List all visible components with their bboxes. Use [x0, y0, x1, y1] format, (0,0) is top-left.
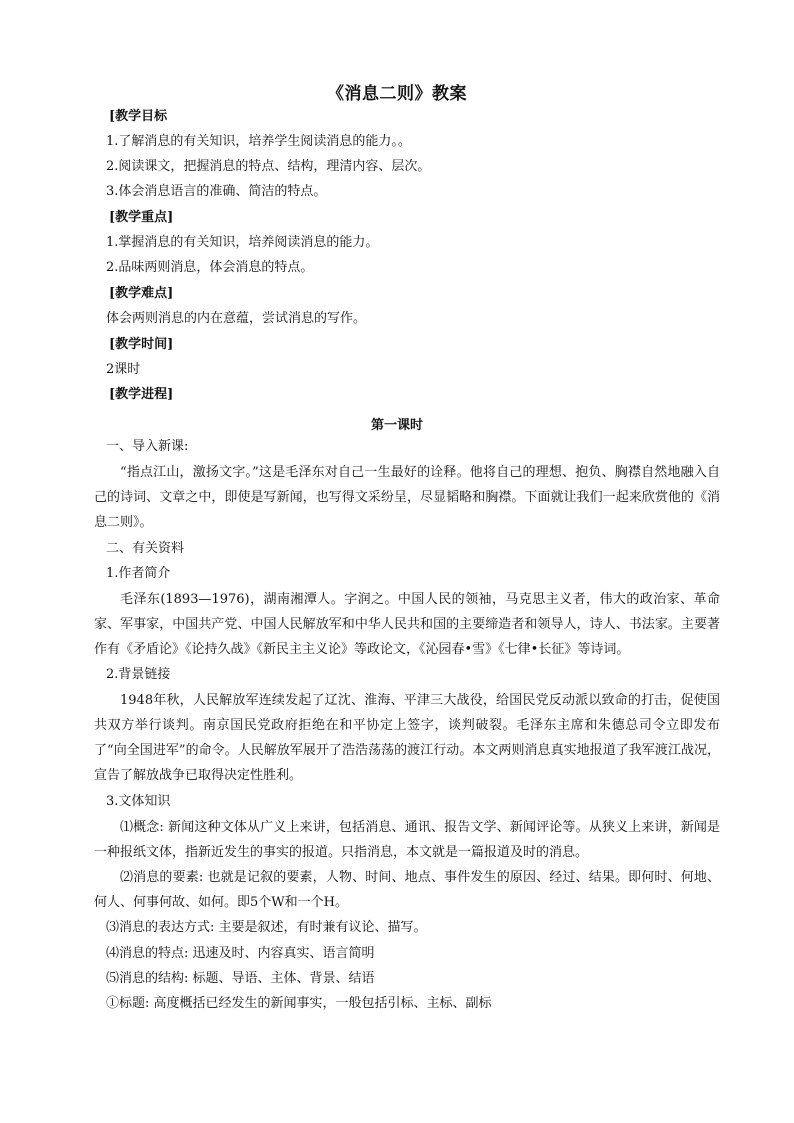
key-point-item-1: 1.掌握消息的有关知识，培养阅读消息的能力。: [106, 235, 379, 250]
key-point-item-2: 2.品味两则消息，体会消息的特点。: [106, 260, 314, 275]
structure-line: ⑸消息的结构: 标题、导语、主体、背景、结语: [106, 971, 375, 986]
process-heading: [教学进程]: [109, 387, 174, 402]
section1-heading: 一、导入新课:: [106, 439, 189, 454]
features-line: ⑷消息的特点: 迅速及时、内容真实、语言简明: [106, 946, 375, 961]
document-title: 《消息二则》教案: [327, 84, 467, 104]
difficulties-text: 体会两则消息的内在意蕴，尝试消息的写作。: [106, 311, 367, 326]
author-paragraph: 毛泽东(1893—1976)，湖南湘潭人。字润之。中国人民的领袖，马克思主义者，伟大的政治家、革命家、军事家，中国共产党、中国人民解放军和中华人民共和国的主要缔造者和领导人，诗人、书法家。主要著作有《矛盾论》《论持久战》《新民主主义论》等政论文，《沁园春•雪》《七律•长征》等诗词。: [94, 592, 720, 657]
difficulties-heading: [教学难点]: [109, 286, 174, 301]
lesson-title: 第一课时: [370, 418, 423, 433]
expression-line: ⑶消息的表达方式: 主要是叙述，有时兼有议论、描写。: [106, 920, 427, 935]
background-paragraph: 1948年秋，人民解放军连续发起了辽沈、淮海、平津三大战役，给国民党反动派以致命的打击，促使国共双方举行谈判。南京国民党政府拒绝在和平协定上签字，谈判破裂。毛泽东主席和朱德总司令立即发布了“向全国进军”的命令。人民解放军展开了浩浩荡荡的渡江行动。本文两则消息真实地报道了我军渡江战况，宣告了解放战争已取得决定性胜利。: [94, 693, 720, 783]
objective-item-1: 1.了解消息的有关知识，培养学生阅读消息的能力。。: [106, 134, 411, 149]
objectives-heading: [教学目标: [109, 109, 168, 124]
headline-line: ①标题: 高度概括已经发生的新闻事实，一般包括引标、主标、副标: [106, 996, 492, 1011]
author-heading: 1.作者简介: [106, 566, 171, 581]
section2-heading: 二、有关资料: [106, 541, 185, 556]
time-text: 2课时: [106, 362, 141, 377]
key-points-heading: [教学重点]: [109, 210, 174, 225]
concept-paragraph: ⑴概念: 新闻这种文体从广义上来讲，包括消息、通讯、报告文学、新闻评论等。从狭义上来讲，新闻是一种报纸文体，指新近发生的事实的报道。只指消息，本文就是一篇报道及时的消息。: [94, 820, 720, 860]
background-heading: 2.背景链接: [106, 667, 171, 682]
time-heading: [教学时间]: [109, 337, 174, 352]
elements-paragraph: ⑵消息的要素: 也就是记叙的要素，人物、时间、地点、事件发生的原因、经过、结果。即何时、何地、何人、何事何故、如何。即5个W和一个H。: [94, 870, 720, 910]
section1-paragraph: “指点江山，激扬文字。”这是毛泽东对自己一生最好的诠释。他将自己的理想、抱负、胸襟自然地融入自己的诗词、文章之中，即使是写新闻，也写得文采纷呈，尽显韬略和胸襟。下面就让我们一起来欣赏他的《消息二则》。: [94, 465, 720, 530]
objective-item-2: 2.阅读课文，把握消息的特点、结构，理清内容、层次。: [106, 159, 431, 174]
genre-heading: 3.文体知识: [106, 794, 171, 809]
objective-item-3: 3.体会消息语言的准确、简洁的特点。: [106, 184, 327, 199]
